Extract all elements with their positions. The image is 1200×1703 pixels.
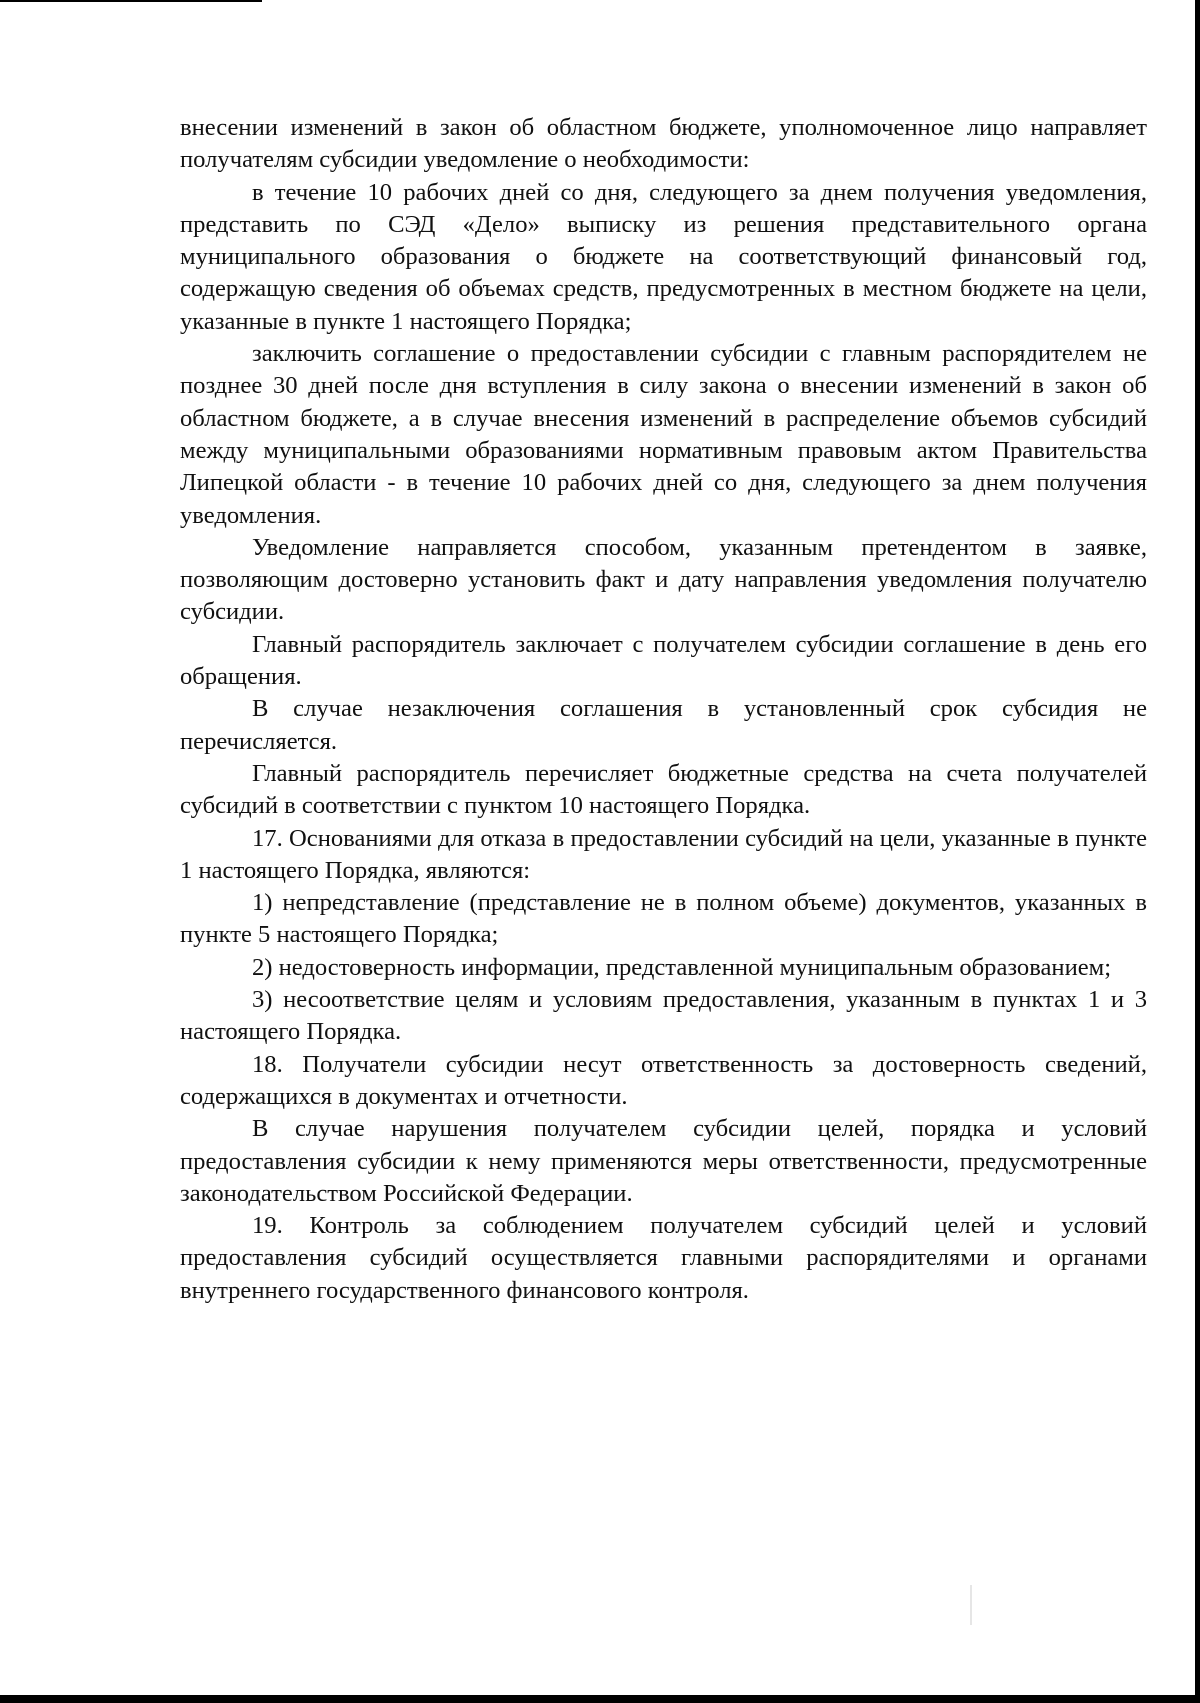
paragraph-item-17-2: 2) недостоверность информации, представленной муниципальным образованием;: [252, 953, 1112, 981]
paragraph-violation-measures: В случае нарушения получателем субсидии целей, порядка и условий предоставления субсидии к нему применяются меры ответственности, предусмотренные законодательством Российской Федерации.: [180, 1115, 1147, 1207]
paragraph-item-19: 19. Контроль за соблюдением получателем субсидий целей и условий предоставления субсидий осуществляется главными распорядителями и органами внутреннего государственного финансового контроля.: [180, 1212, 1147, 1304]
scan-border-right: [1195, 0, 1200, 1703]
paragraph-continuation: внесении изменений в закон об областном бюджете, уполномоченное лицо направляет получателям субсидии уведомление о необходимости:: [180, 114, 1147, 174]
paragraph-item-17-1: 1) непредставление (представление не в полном объеме) документов, указанных в пункте 5 настоящего Порядка;: [180, 889, 1147, 949]
paragraph-submit-extract: в течение 10 рабочих дней со дня, следующего за днем получения уведомления, представить по СЭД «Дело» выписку из решения представительного органа муниципального образования о бюджете на соответствующий финансовый год, содержащую сведения об объемах средств, предусмотренных в местном бюджете на цели, указанные в пункте 1 настоящего Порядка;: [180, 178, 1147, 335]
paragraph-item-17: 17. Основаниями для отказа в предоставлении субсидий на цели, указанные в пункте 1 настоящего Порядка, являются:: [180, 824, 1147, 884]
scan-artifact: [970, 1585, 972, 1625]
scan-edge-mark: [0, 0, 262, 2]
scan-border-bottom: [0, 1695, 1200, 1703]
paragraph-notification-method: Уведомление направляется способом, указанным претендентом в заявке, позволяющим достоверно установить факт и дату направления уведомления получателю субсидии.: [180, 533, 1147, 626]
paragraph-agreement-day: Главный распорядитель заключает с получателем субсидии соглашение в день его обращения.: [180, 630, 1147, 691]
paragraph-no-agreement: В случае незаключения соглашения в установленный срок субсидия не перечисляется.: [180, 695, 1147, 755]
paragraph-item-18: 18. Получатели субсидии несут ответственность за достоверность сведений, содержащихся в документах и отчетности.: [180, 1050, 1147, 1110]
paragraph-transfer-funds: Главный распорядитель перечисляет бюджетные средства на счета получателей субсидий в соответствии с пунктом 10 настоящего Порядка.: [180, 759, 1147, 820]
paragraph-item-17-3: 3) несоответствие целям и условиям предоставления, указанным в пунктах 1 и 3 настоящего Порядка.: [180, 986, 1147, 1046]
paragraph-conclude-agreement: заключить соглашение о предоставлении субсидии с главным распорядителем не позднее 30 дней после дня вступления в силу закона о внесении изменений в закон об областном бюджете, а в случае внесения изменений в распределение объемов субсидий между муниципальными образованиями нормативным правовым актом Правительства Липецкой области - в течение 10 рабочих дней со дня, следующего за днем получения уведомления.: [180, 340, 1147, 529]
document-body: [180, 112, 1147, 1307]
